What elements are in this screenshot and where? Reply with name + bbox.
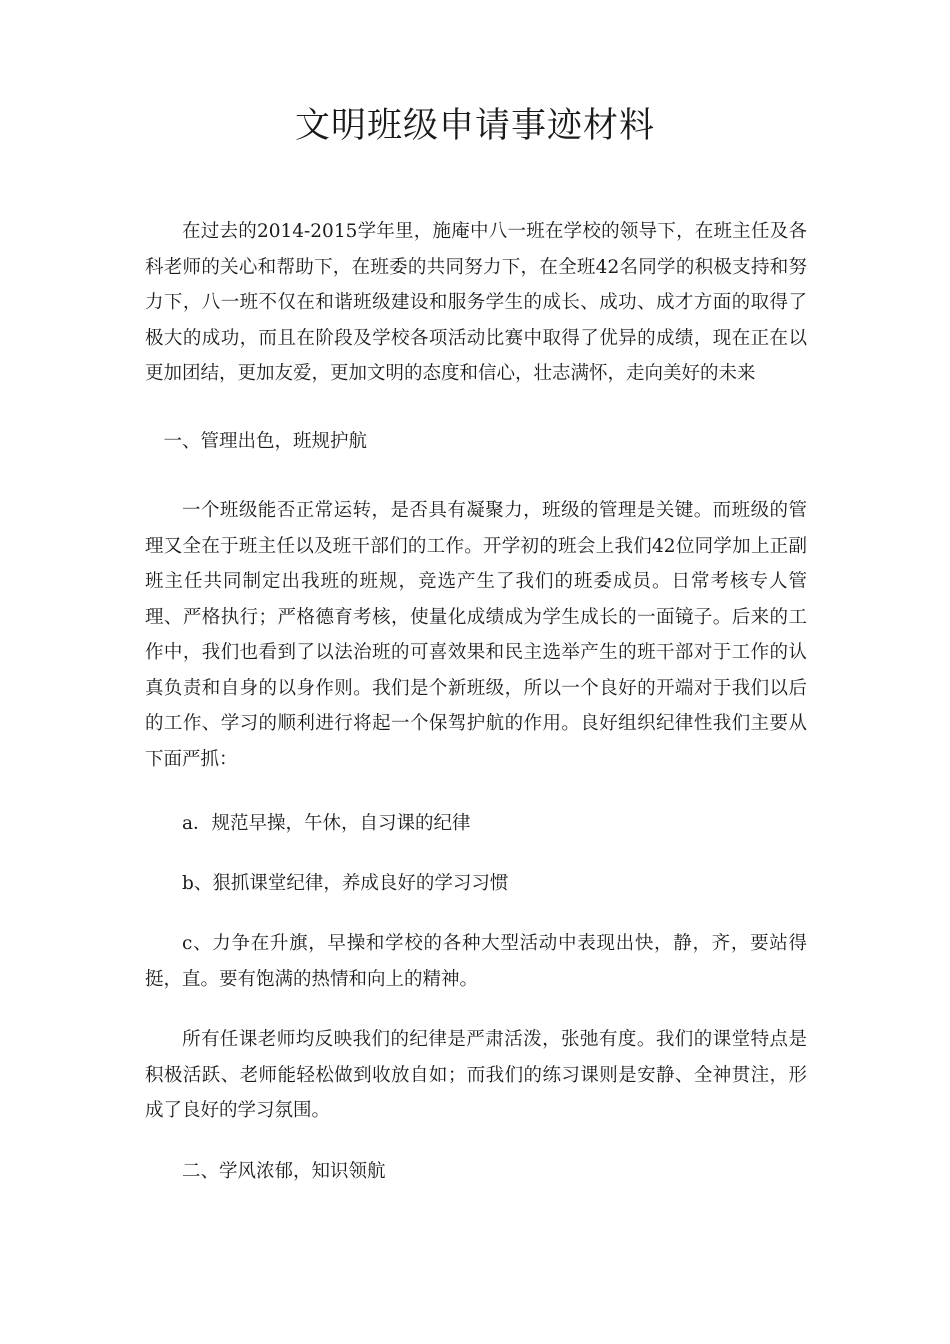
- list-item-c: c、力争在升旗，早操和学校的各种大型活动中表现出快，静，齐，要站得挺，直。要有饱满的热情和向上的精神。: [145, 933, 807, 990]
- document-title: 文明班级申请事迹材料: [294, 106, 655, 146]
- list-item-b: b、狠抓课堂纪律，养成良好的学习习惯: [182, 873, 509, 894]
- list-item-a: a．规范早操，午休，自习课的纪律: [182, 813, 471, 834]
- section-2-heading: 二、学风浓郁，知识领航: [182, 1161, 386, 1182]
- section-1-heading: 一、管理出色，班规护航: [163, 431, 368, 452]
- section-1-body: 一个班级能否正常运转，是否具有凝聚力，班级的管理是关键。而班级的管理又全在于班主任以及班干部们的工作。开学初的班会上我们42位同学加上正副班主任共同制定出我班的班规，竞选产生了我们的班委成员。日常考核专人管理、严格执行；严格德育考核，使量化成绩成为学生成长的一面镜子。后来的工作中，我们也看到了以法治班的可喜效果和民主选举产生的班干部对于工作的认真负责和自身的以身作则。我们是个新班级，所以一个良好的开端对于我们以后的工作、学习的顺利进行将起一个保驾护航的作用。良好组织纪律性我们主要从下面严抓：: [145, 500, 807, 770]
- intro-paragraph: 在过去的2014-2015学年里，施庵中八一班在学校的领导下，在班主任及各科老师的关心和帮助下，在班委的共同努力下，在全班42名同学的积极支持和努力下，八一班不仅在和谐班级建设和服务学生的成长、成功、成才方面的取得了极大的成功，而且在阶段及学校各项活动比赛中取得了优异的成绩，现在正在以更加团结，更加友爱，更加文明的态度和信心，壮志满怀，走向美好的未来: [145, 221, 807, 384]
- section-1-summary: 所有任课老师均反映我们的纪律是严肃活泼，张弛有度。我们的课堂特点是积极活跃、老师能轻松做到收放自如；而我们的练习课则是安静、全神贯注，形成了良好的学习氛围。: [145, 1029, 807, 1121]
